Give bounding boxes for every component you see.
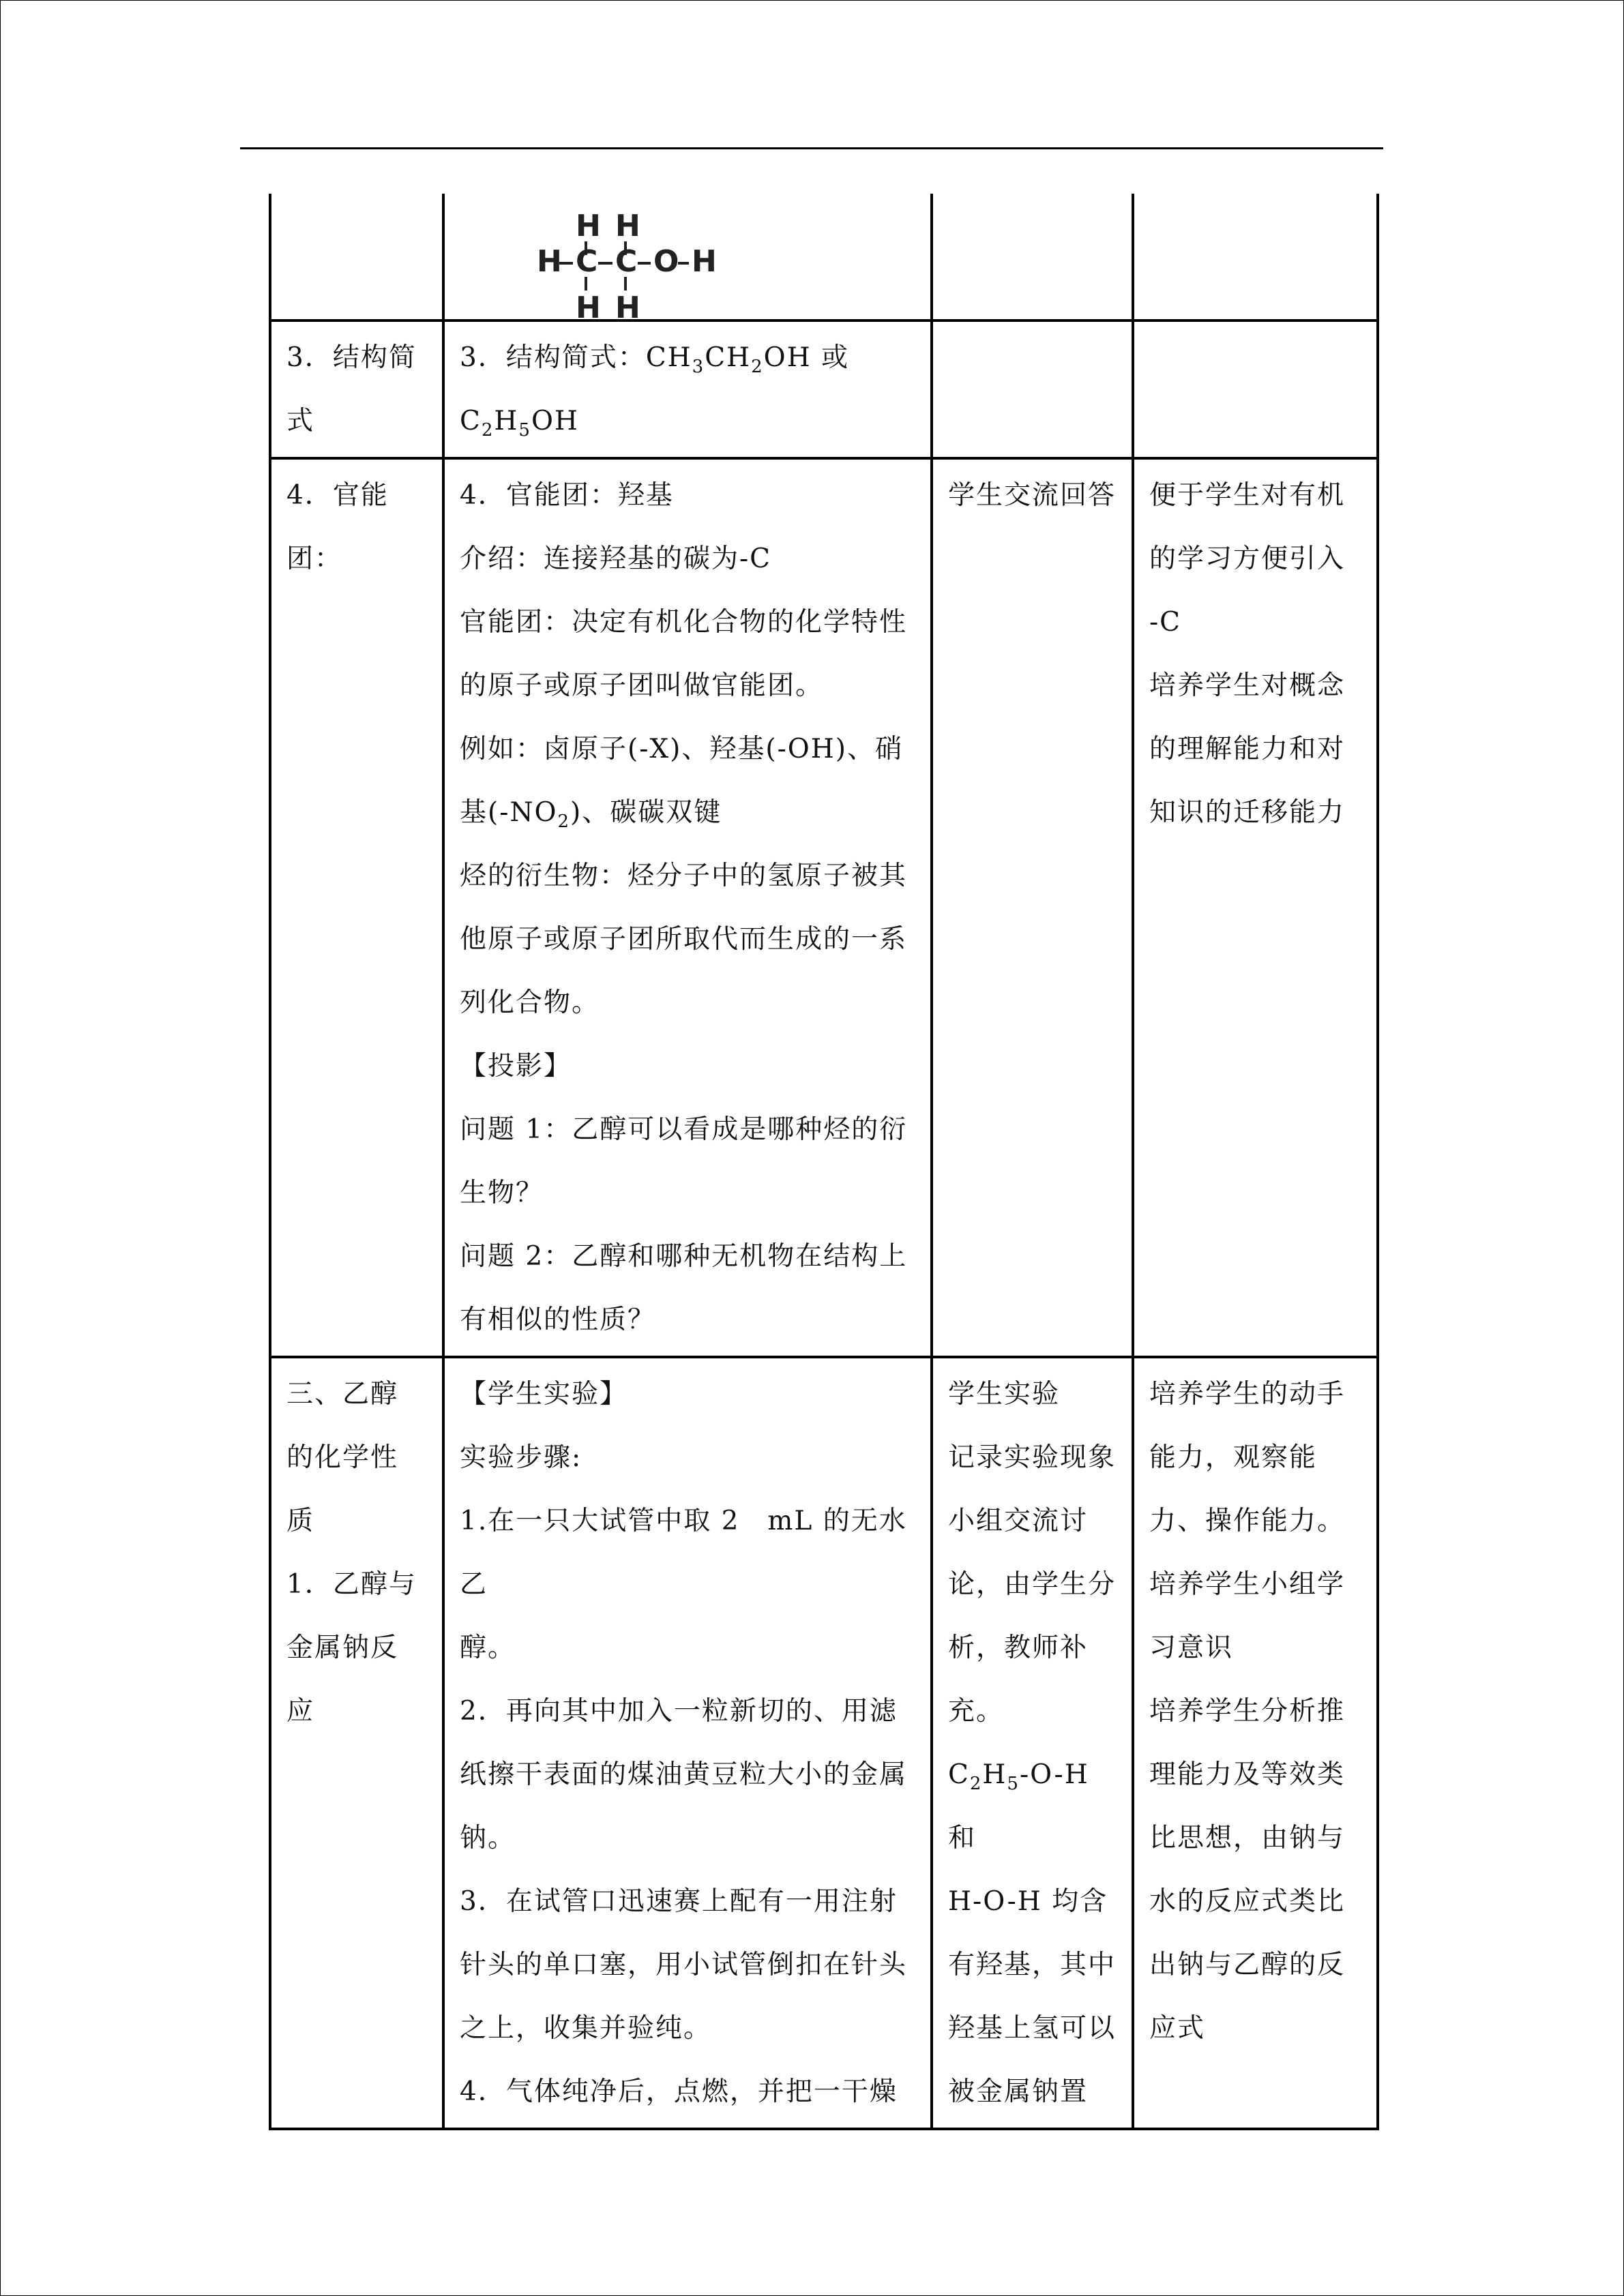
cell-line: 的学习方便引入 [1149,543,1346,574]
cell-line: 比思想，由钠与 [1149,1823,1346,1853]
cell-line: 1．乙醇与 [286,1569,417,1600]
cell-line: 水的反应式类比 [1149,1886,1346,1917]
cell-line: 理能力及等效类 [1149,1759,1346,1790]
student-activity-cell [932,458,1133,1357]
subscript: 2 [481,419,494,441]
cell-line: 3．结构简 [286,342,417,373]
cell-line: 【投影】 [460,1051,572,1082]
cell-line: 烃的衍生物：烃分子中的氢原子被其 [460,861,908,891]
atom-h: H [615,290,642,325]
cell-line: 的化学性 [286,1442,399,1473]
content-cell [443,320,932,458]
topic-cell [270,1357,443,2129]
cell-line: 有相似的性质？ [460,1304,656,1335]
cell-line: 钠。 [460,1823,516,1853]
cell-line: 有羟基，其中 [948,1950,1117,1980]
cell-line: 被金属钠置 [948,2076,1089,2107]
formula-text: OH 或 [763,342,850,373]
cell-line: 3．在试管口迅速赛上配有一用注射 [460,1886,898,1917]
formula-text: H [494,406,519,436]
student-activity-cell [932,320,1133,458]
atom-o: O [653,244,681,279]
subscript: 2 [751,356,764,377]
lower-hydrogens [576,290,642,325]
atom-h: H [692,244,718,279]
cell-line: 式 [286,406,315,436]
cell-line: 学生实验 [948,1379,1061,1410]
formula-text: OH [531,406,579,436]
cell-line: 介绍：连接羟基的碳为-C [460,543,772,574]
cell-line: 培养学生小组学 [1149,1569,1346,1600]
cell-line: 醇。 [460,1632,516,1663]
header-rule [240,147,1383,149]
cell-line: 的原子或原子团叫做官能团。 [460,670,824,701]
atom-h: H [537,244,563,279]
lesson-plan-table [269,194,1379,2130]
student-activity-cell [932,194,1133,320]
cell-line [460,389,915,453]
cell-line: 团： [286,543,343,574]
cell-line: 应 [286,1696,315,1727]
formula-text: C [948,1759,970,1790]
subscript: 2 [969,1773,983,1794]
cell-line: 培养学生分析推 [1149,1696,1346,1727]
cell-line [460,781,915,844]
atom-h: H [576,290,602,325]
cell-line: 4．气体纯净后，点燃，并把一干燥 [460,2076,898,2107]
formula-text: C [460,406,482,436]
subscript: 2 [557,811,571,832]
cell-line: 官能团：决定有机化合物的化学特性 [460,607,908,638]
formula-text: )、碳碳双键 [570,797,722,828]
structural-formula-cell [443,194,932,325]
cell-line: 纸擦干表面的煤油黄豆粒大小的金属 [460,1759,908,1790]
cell-line: 问题 2：乙醇和哪种无机物在结构上 [460,1241,908,1272]
atom-h: H [615,209,642,243]
cell-line: 生物？ [460,1178,544,1208]
cell-line: 培养学生对概念 [1149,670,1346,701]
subscript: 3 [692,356,705,377]
cell-line: 能力，观察能 [1149,1442,1318,1473]
topic-cell [270,194,443,320]
subscript: 5 [518,419,531,441]
cell-line: 问题 1：乙醇可以看成是哪种烃的衍 [460,1114,908,1145]
topic-cell [270,458,443,1357]
cell-line: 实验步骤: [460,1442,582,1473]
cell-line: 质 [286,1506,315,1536]
cell-line: 针头的单口塞，用小试管倒扣在针头 [460,1950,908,1980]
subscript: 5 [1007,1773,1020,1794]
cell-line: 力、操作能力。 [1149,1506,1346,1536]
cell-line: 应式 [1149,2013,1206,2044]
cell-line: 【学生实验】 [460,1379,628,1410]
cell-line: 学生交流回答 [948,480,1117,511]
ethanol-structural-formula [499,200,786,326]
atom-c: C [576,244,600,279]
design-intent-cell [1133,458,1378,1357]
cell-line [460,326,915,389]
cell-line: H-O-H 均含 [948,1886,1108,1917]
cell-line: 例如：卤原子(-X)、羟基(-OH)、硝 [460,734,903,764]
table-row [270,194,1378,320]
cell-line: 羟基上氢可以 [948,2013,1117,2044]
cell-line: 金属钠反 [286,1632,399,1663]
cell-line: 列化合物。 [460,987,600,1018]
formula-text: CH [705,342,752,373]
cell-line: 之上，收集并验纯。 [460,2013,712,2044]
cell-line: 析，教师补 [948,1632,1089,1663]
cell-line: 4．官能团：羟基 [460,480,674,511]
main-chain [537,244,718,279]
cell-line: 培养学生的动手 [1149,1379,1346,1410]
cell-line: 记录实验现象 [948,1442,1117,1473]
cell-line [948,1743,1117,1870]
cell-line: 知识的迁移能力 [1149,797,1346,828]
cell-line: 便于学生对有机 [1149,480,1346,511]
cell-line: 论，由学生分 [948,1569,1117,1600]
upper-hydrogens [576,209,642,243]
table-row [270,458,1378,1357]
cell-line: 三、乙醇 [286,1379,399,1410]
formula-text: 基(-NO [460,797,558,828]
formula-text: -O-H 和 [948,1759,1089,1853]
cell-line: 习意识 [1149,1632,1234,1663]
table-row [270,320,1378,458]
cell-line: 1.在一只大试管中取 2 mL 的无水乙 [460,1506,907,1600]
student-activity-cell [932,1357,1133,2129]
atom-c: C [615,244,639,279]
cell-line: -C [1149,607,1182,638]
cell-line: 的理解能力和对 [1149,734,1346,764]
cell-line: 他原子或原子团所取代而生成的一系 [460,924,908,955]
cell-line: 小组交流讨 [948,1506,1089,1536]
cell-line: 出钠与乙醇的反 [1149,1950,1346,1980]
topic-cell [270,320,443,458]
cell-line: 2．再向其中加入一粒新切的、用滤 [460,1696,898,1727]
formula-text: H [982,1759,1007,1790]
content-cell [443,1357,932,2129]
design-intent-cell [1133,194,1378,320]
design-intent-cell [1133,1357,1378,2129]
cell-line: 4．官能 [286,480,389,511]
content-cell [443,458,932,1357]
cell-line: 充。 [948,1696,1005,1727]
formula-text: 3．结构简式：CH [460,342,692,373]
table-row [270,1357,1378,2129]
atom-h: H [576,209,602,243]
design-intent-cell [1133,320,1378,458]
